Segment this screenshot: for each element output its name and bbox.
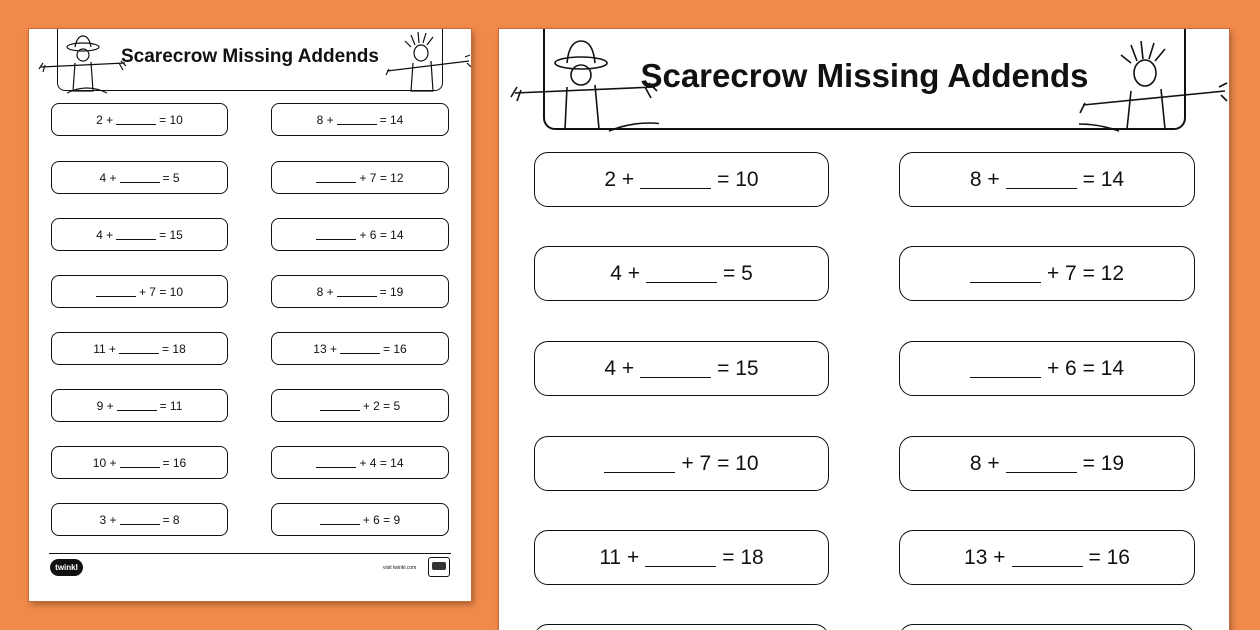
answer-blank[interactable]	[120, 457, 160, 468]
problem-right: = 5	[162, 170, 180, 185]
answer-blank[interactable]	[116, 114, 156, 125]
problem-right: + 2 = 5	[362, 398, 401, 413]
quality-badge-icon	[428, 557, 450, 577]
problem-box	[51, 389, 228, 422]
problem-box	[534, 624, 829, 630]
answer-blank[interactable]	[1006, 455, 1077, 473]
problem-left: 8 +	[316, 112, 334, 127]
scarecrow-right-illustration	[385, 31, 471, 95]
answer-blank[interactable]	[337, 114, 377, 125]
answer-blank[interactable]	[119, 343, 159, 354]
problem-right: = 15	[717, 356, 759, 380]
problem-right: = 11	[159, 398, 183, 413]
answer-blank[interactable]	[116, 229, 156, 240]
answer-blank[interactable]	[337, 286, 377, 297]
answer-blank[interactable]	[120, 514, 160, 525]
problem-box	[271, 446, 449, 479]
problem-box	[51, 503, 228, 536]
answer-blank[interactable]	[316, 229, 356, 240]
problem-left: 4 +	[99, 170, 117, 185]
worksheet-title: Scarecrow Missing Addends	[121, 46, 379, 67]
problem-box	[534, 152, 829, 207]
twinkl-logo: twinkl	[50, 559, 83, 576]
problem-box	[899, 246, 1195, 301]
problem-right: = 16	[1088, 545, 1130, 569]
answer-blank[interactable]	[970, 360, 1041, 378]
footer-url: visit twinkl.com	[383, 565, 417, 571]
scarecrow-right-illustration	[1079, 33, 1229, 133]
answer-blank[interactable]	[646, 265, 717, 283]
answer-blank[interactable]	[320, 400, 360, 411]
problem-right: = 10	[717, 167, 759, 191]
answer-blank[interactable]	[117, 400, 157, 411]
problem-left: 4 +	[604, 356, 635, 380]
problem-box	[899, 530, 1195, 585]
problem-right: + 6 = 14	[359, 227, 404, 242]
problem-box	[899, 341, 1195, 396]
problem-box	[51, 275, 228, 308]
problem-left: 4 +	[96, 227, 114, 242]
problem-left: 8 +	[969, 167, 1000, 191]
problem-box	[534, 530, 829, 585]
problem-box	[271, 161, 449, 194]
problem-left: 8 +	[316, 284, 334, 299]
problem-left: 2 +	[604, 167, 635, 191]
problem-left: 2 +	[96, 112, 114, 127]
answer-blank[interactable]	[970, 265, 1041, 283]
worksheet-title: Scarecrow Missing Addends	[640, 57, 1089, 94]
answer-blank[interactable]	[120, 172, 160, 183]
answer-blank[interactable]	[604, 455, 675, 473]
problem-right: = 10	[159, 112, 183, 127]
problem-left: 11 +	[93, 341, 117, 356]
problem-box	[534, 341, 829, 396]
problem-box	[271, 103, 449, 136]
answer-blank[interactable]	[1012, 549, 1083, 567]
problem-right: + 4 = 14	[359, 455, 404, 470]
problem-right: + 6 = 9	[362, 512, 401, 527]
answer-blank[interactable]	[316, 172, 356, 183]
problem-left: 3 +	[99, 512, 117, 527]
problem-right: + 6 = 14	[1046, 356, 1125, 380]
problem-box	[271, 275, 449, 308]
answer-blank[interactable]	[96, 286, 136, 297]
problem-box	[51, 103, 228, 136]
answer-blank[interactable]	[320, 514, 360, 525]
problem-right: = 16	[162, 455, 187, 470]
problem-box	[51, 161, 228, 194]
problem-right: = 14	[1082, 167, 1125, 191]
answer-blank[interactable]	[645, 549, 716, 567]
problem-right: = 18	[162, 341, 186, 356]
problem-box	[534, 246, 829, 301]
scarecrow-left-illustration	[509, 35, 659, 135]
problem-box	[271, 332, 449, 365]
problem-left: 11 +	[599, 545, 640, 569]
answer-blank[interactable]	[640, 171, 711, 189]
problem-right: = 14	[379, 112, 404, 127]
problem-box	[899, 152, 1195, 207]
problem-right: = 18	[722, 545, 764, 569]
problem-box	[51, 332, 228, 365]
footer-divider	[49, 553, 451, 554]
scarecrow-left-illustration	[37, 33, 127, 95]
problem-left: 13 +	[964, 545, 1006, 569]
problem-left: 4 +	[610, 261, 640, 285]
problem-right: = 19	[1082, 451, 1125, 475]
problem-box	[899, 436, 1195, 491]
problem-box	[899, 624, 1195, 630]
problem-box	[51, 446, 228, 479]
problem-box	[271, 389, 449, 422]
problem-right: = 8	[162, 512, 180, 527]
problem-box	[271, 218, 449, 251]
answer-blank[interactable]	[640, 360, 711, 378]
worksheet-preview-large	[499, 29, 1229, 630]
problem-left: 10 +	[92, 455, 117, 470]
problem-left: 13 +	[313, 341, 337, 356]
problem-right: = 5	[723, 261, 753, 285]
answer-blank[interactable]	[340, 343, 380, 354]
problem-box	[271, 503, 449, 536]
problem-right: + 7 = 10	[681, 451, 759, 475]
answer-blank[interactable]	[316, 457, 356, 468]
problem-right: + 7 = 12	[1046, 261, 1125, 285]
problem-right: + 7 = 10	[138, 284, 184, 299]
answer-blank[interactable]	[1006, 171, 1077, 189]
problem-box	[534, 436, 829, 491]
problem-left: 9 +	[96, 398, 114, 413]
problem-box	[51, 218, 228, 251]
problem-right: = 19	[379, 284, 404, 299]
problem-right: = 16	[383, 341, 407, 356]
problem-left: 8 +	[969, 451, 1000, 475]
problem-right: + 7 = 12	[359, 170, 404, 185]
worksheet-preview-small	[29, 29, 471, 601]
problem-right: = 15	[159, 227, 183, 242]
